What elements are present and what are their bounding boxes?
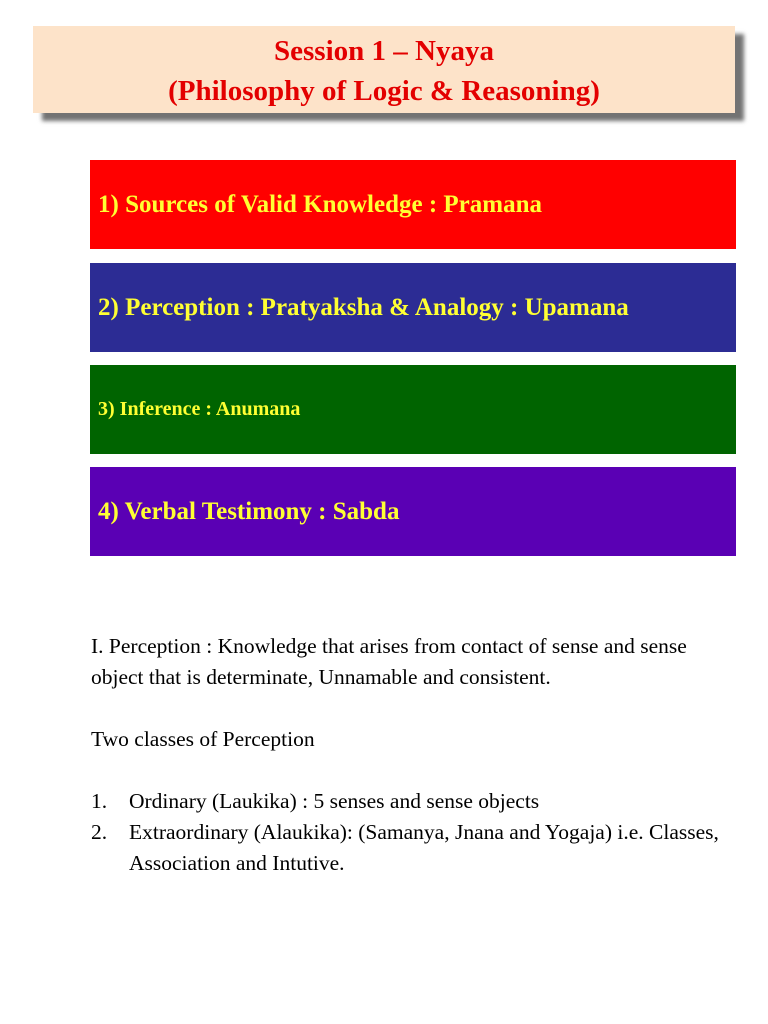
perception-definition: I. Perception : Knowledge that arises from contact of sense and sense object that is determinate, Unnamable and consistent.	[91, 634, 687, 689]
band-label: 2) Perception : Pratyaksha & Analogy : Upamana	[98, 293, 629, 321]
band-label: 4) Verbal Testimony : Sabda	[98, 497, 400, 525]
page-title: Session 1 – Nyaya	[274, 35, 494, 67]
band-pramana	[90, 160, 736, 249]
list-text: Ordinary (Laukika) : 5 senses and sense objects	[129, 789, 540, 813]
band-inference	[90, 365, 736, 454]
title-box	[33, 26, 735, 113]
band-perception-analogy	[90, 263, 736, 352]
list-item	[91, 786, 731, 817]
list-text: Extraordinary (Alaukika): (Samanya, Jnana and Yogaja) i.e. Classes, Association and Intutive.	[129, 820, 719, 875]
classes-heading: Two classes of Perception	[91, 727, 315, 751]
page-subtitle: (Philosophy of Logic & Reasoning)	[168, 75, 600, 107]
band-label: 3) Inference : Anumana	[98, 398, 301, 420]
band-verbal-testimony	[90, 467, 736, 556]
band-label: 1) Sources of Valid Knowledge : Pramana	[98, 190, 542, 218]
body-text	[91, 631, 731, 879]
list-number: 2.	[91, 820, 108, 844]
list-item	[91, 817, 731, 879]
spacer	[91, 755, 731, 786]
spacer	[91, 693, 731, 724]
perception-classes-list	[91, 786, 731, 879]
list-number: 1.	[91, 789, 108, 813]
